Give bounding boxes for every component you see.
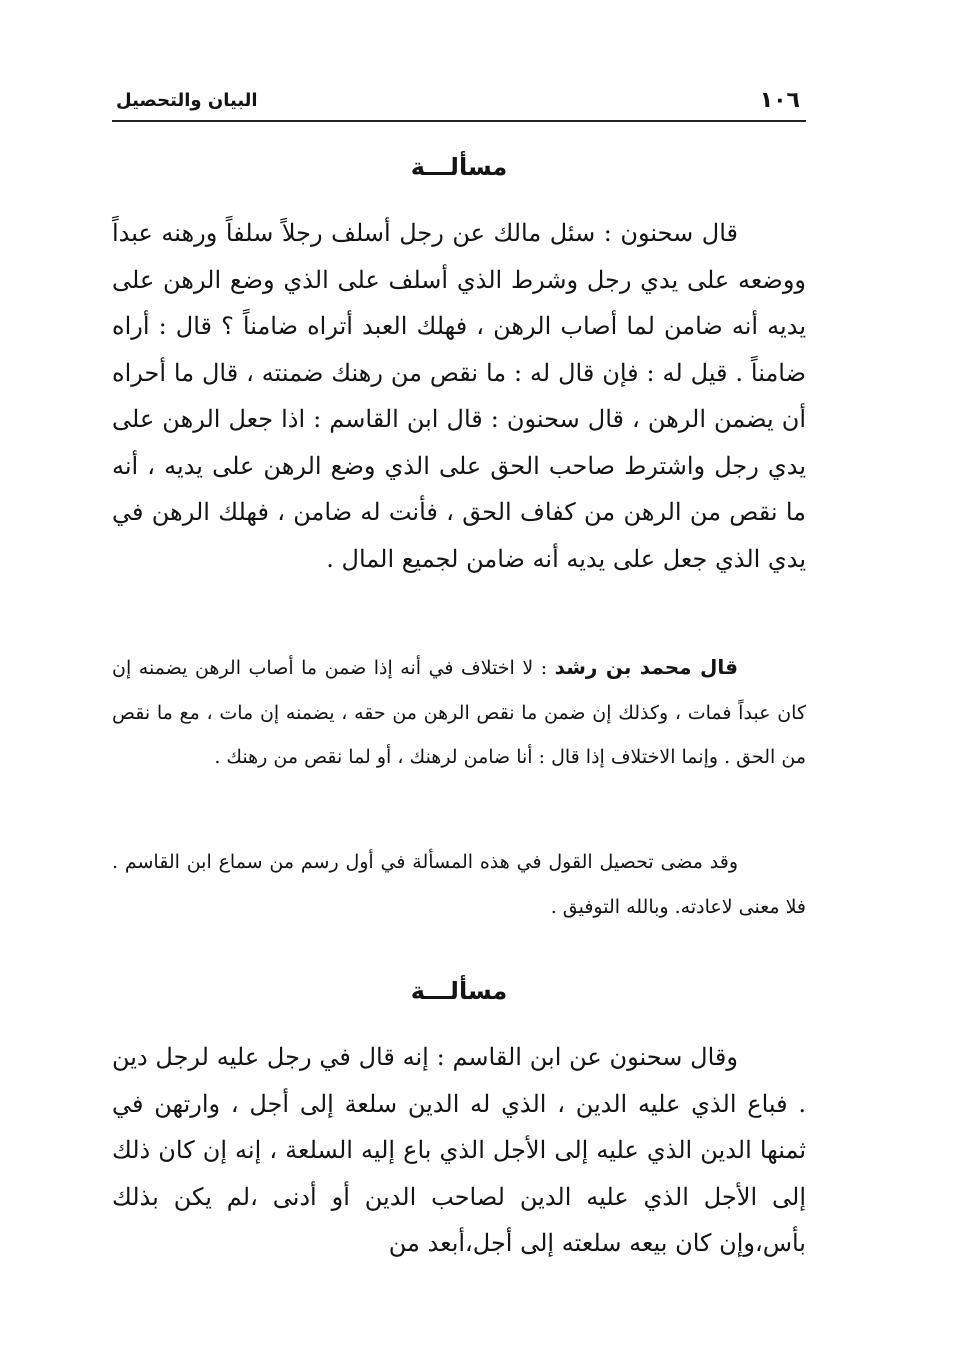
- running-header: [112, 86, 806, 122]
- question-paragraph-1: قال سحنون : سئل مالك عن رجل أسلف رجلاً سلفاً ورهنه عبداً ووضعه على يدي رجل وشرط الذي أسلف على الذي وضع الرهن على يديه أنه ضامن لما أصاب الرهن ، فهلك العبد أتراه ضامناً ؟ قال : أراه ضامناً . قيل له : فإن قال له : ما نقص من رهنك ضمنته ، قال ما أحراه أن يضمن الرهن ، قال سحنون : قال ابن القاسم : اذا جعل الرهن على يدي رجل واشترط صاحب الحق على الذي وضع الرهن على يديه ، أنه ما نقص من الرهن من كفاف الحق ، فأنت له ضامن ، فهلك الرهن في يدي الذي جعل على يديه أنه ضامن لجميع المال .: [112, 219, 806, 573]
- book-page: [112, 0, 806, 1366]
- commentary-text: : لا اختلاف في أنه إذا ضمن ما أصاب الرهن يضمنه إن كان عبداً فمات ، وكذلك إن ضمن ما نقص الرهن من حقه ، يضمنه إن مات ، مع ما نقص من الحق . وإنما الاختلاف إذا قال : أنا ضامن لرهنك ، أو لما نقص من رهنك .: [112, 657, 806, 768]
- section-heading-1: مسألـــة: [410, 153, 508, 181]
- page-number: ١٠٦: [759, 88, 800, 113]
- commentary-speaker: قال محمد بن رشد: [554, 655, 738, 679]
- question-paragraph-2: وقال سحنون عن ابن القاسم : إنه قال في رجل عليه لرجل دين . فباع الذي عليه الدين ، الذي له الدين سلعة إلى أجل ، وارتهن في ثمنها الدين الذي عليه إلى الأجل الذي باع إليه السلعة ، إنه إن كان ذلك إلى الأجل الذي عليه الدين لصاحب الدين أو أدنى ،لم يكن بذلك بأس،وإن كان بيعه سلعته إلى أجل،أبعد من: [112, 1043, 806, 1257]
- book-title: البيان والتحصيل: [116, 90, 258, 111]
- note-paragraph: وقد مضى تحصيل القول في هذه المسألة في أول رسم من سماع ابن القاسم . فلا معنى لاعادته. وبالله التوفيق .: [112, 851, 806, 918]
- section-heading-2: مسألـــة: [410, 977, 508, 1005]
- commentary-paragraph: [112, 645, 806, 780]
